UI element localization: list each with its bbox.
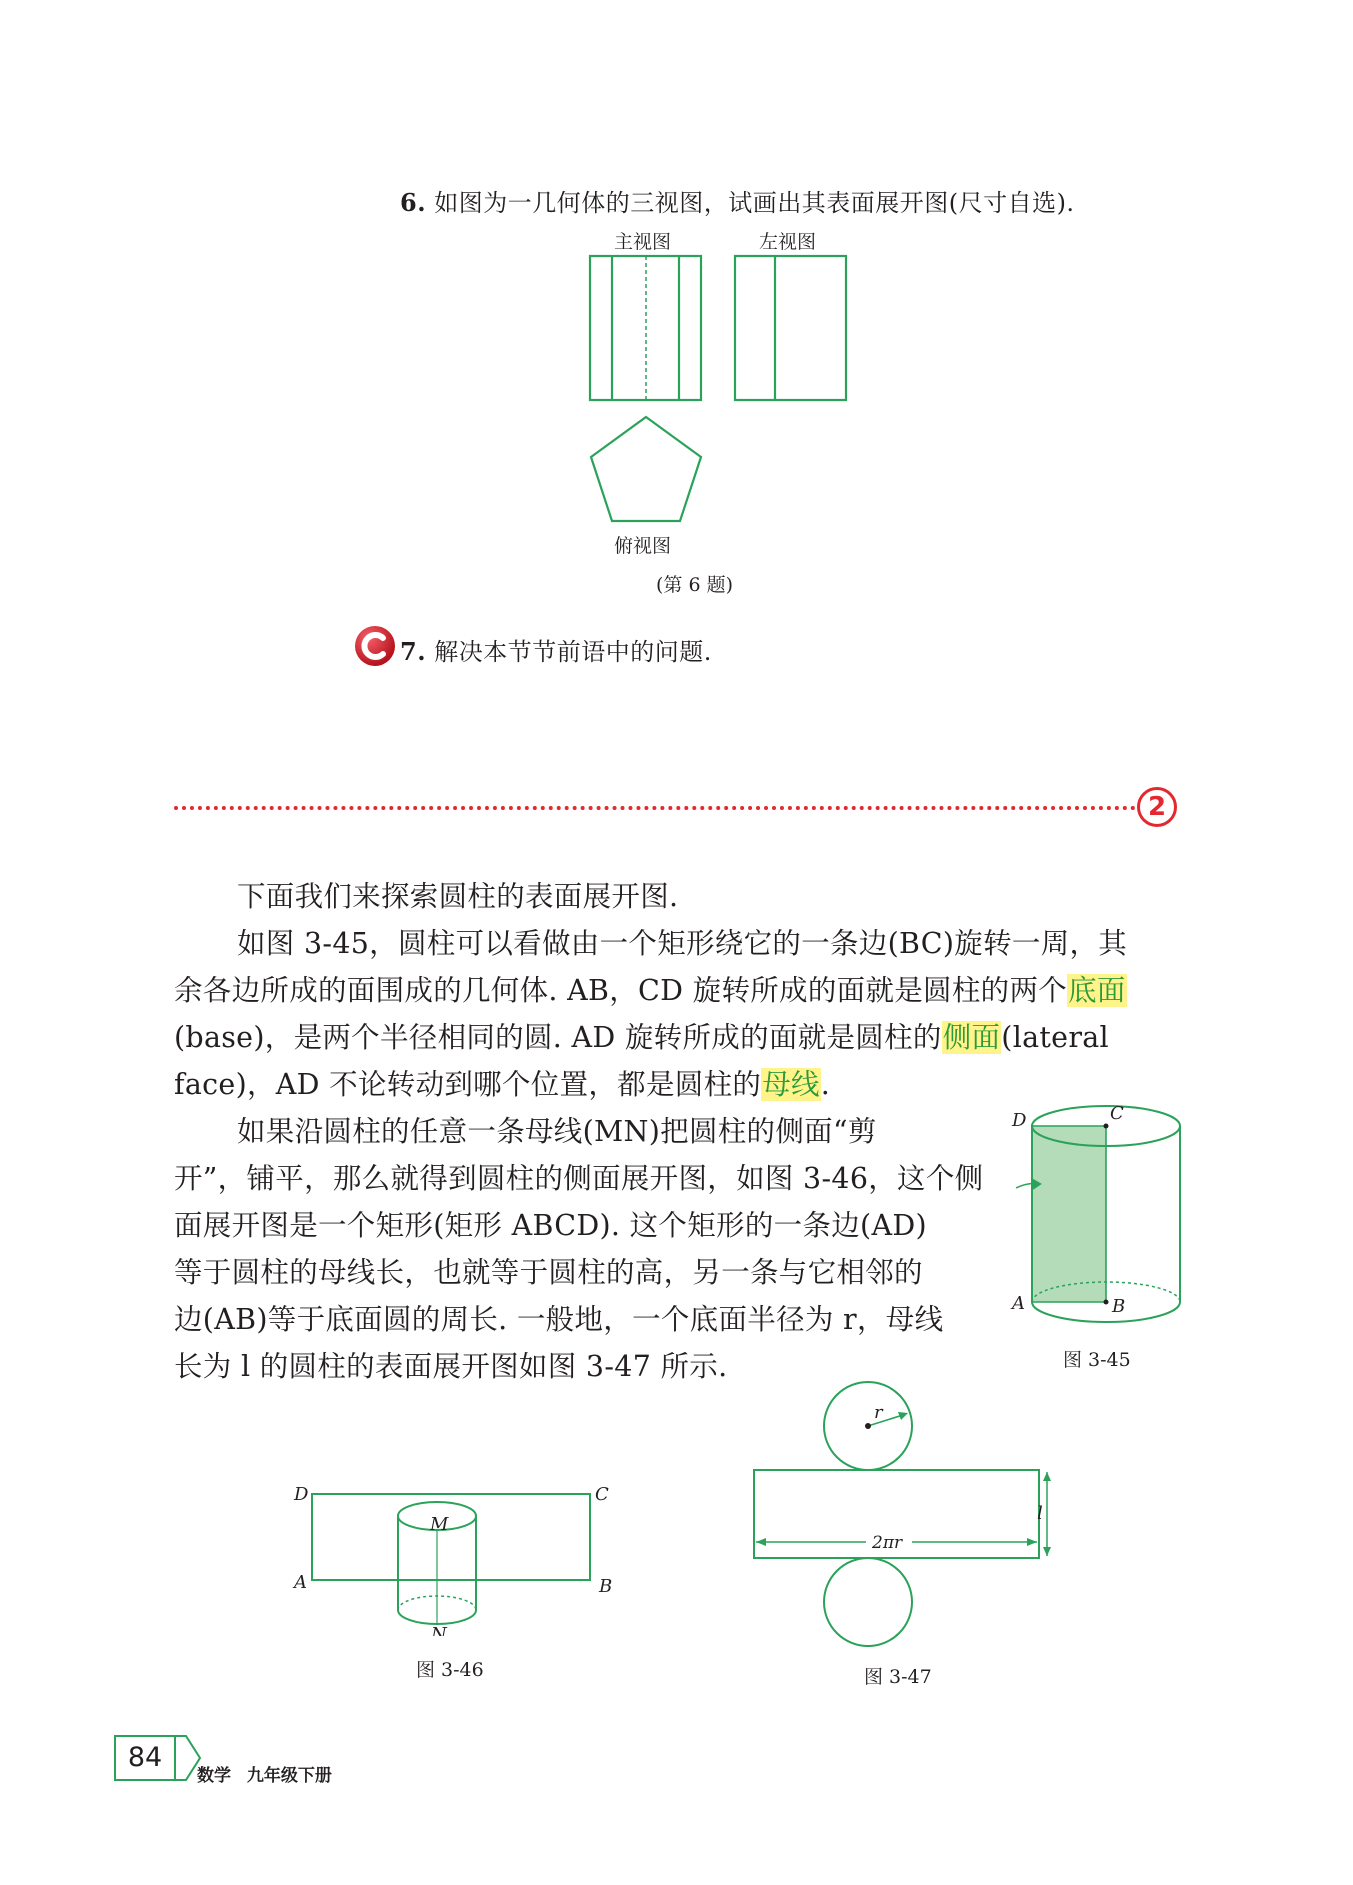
paragraph-2-line-2: 余各边所成的面围成的几何体. AB，CD 旋转所成的面就是圆柱的两个底面: [174, 974, 1126, 1007]
question-text: 解决本节节前语中的问题.: [434, 638, 712, 666]
c-circle-icon: [354, 625, 396, 667]
label-C: C: [1110, 1103, 1124, 1124]
top-view-pentagon: [591, 417, 701, 521]
footer-grade: 九年级下册: [246, 1766, 332, 1786]
paragraph-3-line-1: 如果沿圆柱的任意一条母线(MN)把圆柱的侧面“剪: [237, 1115, 877, 1148]
figure-3-45: [1000, 1096, 1200, 1340]
label-2pir: 2πr: [872, 1533, 903, 1553]
footer-book-title: [197, 1761, 332, 1786]
label-A: A: [1012, 1293, 1025, 1314]
figure-3-47-caption: 图 3-47: [864, 1666, 932, 1688]
question-text: 如图为一几何体的三视图，试画出其表面展开图(尺寸自选).: [434, 189, 1075, 217]
section-number-badge: 2: [1137, 787, 1177, 827]
paragraph-3-line-5: 边(AB)等于底面圆的周长. 一般地，一个底面半径为 r，母线: [174, 1303, 944, 1336]
paragraph-3-line-6: 长为 l 的圆柱的表面展开图如图 3-47 所示.: [174, 1350, 728, 1383]
term-base: 底面: [1068, 974, 1126, 1007]
section-divider: [174, 806, 1136, 810]
label-C: C: [595, 1484, 609, 1505]
question-number: 7.: [400, 637, 427, 666]
surface-net-figure: [744, 1380, 1064, 1660]
term-lateral-face: 侧面: [942, 1021, 1001, 1054]
question-number: 6.: [400, 188, 427, 217]
label-N: N: [431, 1624, 447, 1636]
label-B: B: [599, 1576, 613, 1597]
question-7: [400, 632, 712, 667]
three-views-figure: [580, 250, 860, 540]
label-D: D: [1012, 1110, 1027, 1131]
paragraph-3-line-3: 面展开图是一个矩形(矩形 ABCD). 这个矩形的一条边(AD): [174, 1209, 927, 1242]
left-view: [735, 256, 846, 400]
label-D: D: [294, 1484, 309, 1505]
figure-3-45-caption: 图 3-45: [1063, 1349, 1131, 1371]
left-view-label: 左视图: [759, 231, 817, 253]
footer-subject: 数学: [197, 1766, 231, 1786]
paragraph-2-line-3: (base)，是两个半径相同的圆. AD 旋转所成的面就是圆柱的侧面(lateral: [174, 1021, 1109, 1054]
figure-3-46: [286, 1476, 636, 1640]
cylinder-figure: [1000, 1096, 1200, 1336]
question-6-caption: (第 6 题): [656, 574, 733, 596]
paragraph-2-line-4: face)，AD 不论转动到哪个位置，都是圆柱的母线.: [174, 1068, 831, 1101]
figure-3-47: [744, 1380, 1064, 1664]
paragraph-3-line-4: 等于圆柱的母线长，也就等于圆柱的高，另一条与它相邻的: [174, 1256, 923, 1289]
shaded-rectangle: [1032, 1126, 1106, 1302]
page-number: 84: [114, 1735, 176, 1781]
label-r: r: [874, 1402, 883, 1423]
label-M: M: [430, 1514, 449, 1535]
bottom-base-circle: [824, 1558, 912, 1646]
figure-3-46-caption: 图 3-46: [416, 1659, 484, 1681]
label-A: A: [294, 1572, 307, 1593]
paragraph-2-line-1: 如图 3-45，圆柱可以看做由一个矩形绕它的一条边(BC)旋转一周，其: [237, 927, 1128, 960]
term-generatrix: 母线: [762, 1068, 820, 1101]
question-6: [400, 183, 1075, 218]
label-B: B: [1112, 1296, 1126, 1317]
top-view-label: 俯视图: [614, 535, 672, 557]
front-view-label: 主视图: [614, 231, 672, 253]
paragraph-3-line-2: 开”，铺平，那么就得到圆柱的侧面展开图，如图 3-46，这个侧: [174, 1162, 984, 1195]
lateral-unfold-figure: [286, 1476, 636, 1636]
paragraph-1: 下面我们来探索圆柱的表面展开图.: [237, 880, 679, 913]
label-l: l: [1037, 1503, 1043, 1524]
